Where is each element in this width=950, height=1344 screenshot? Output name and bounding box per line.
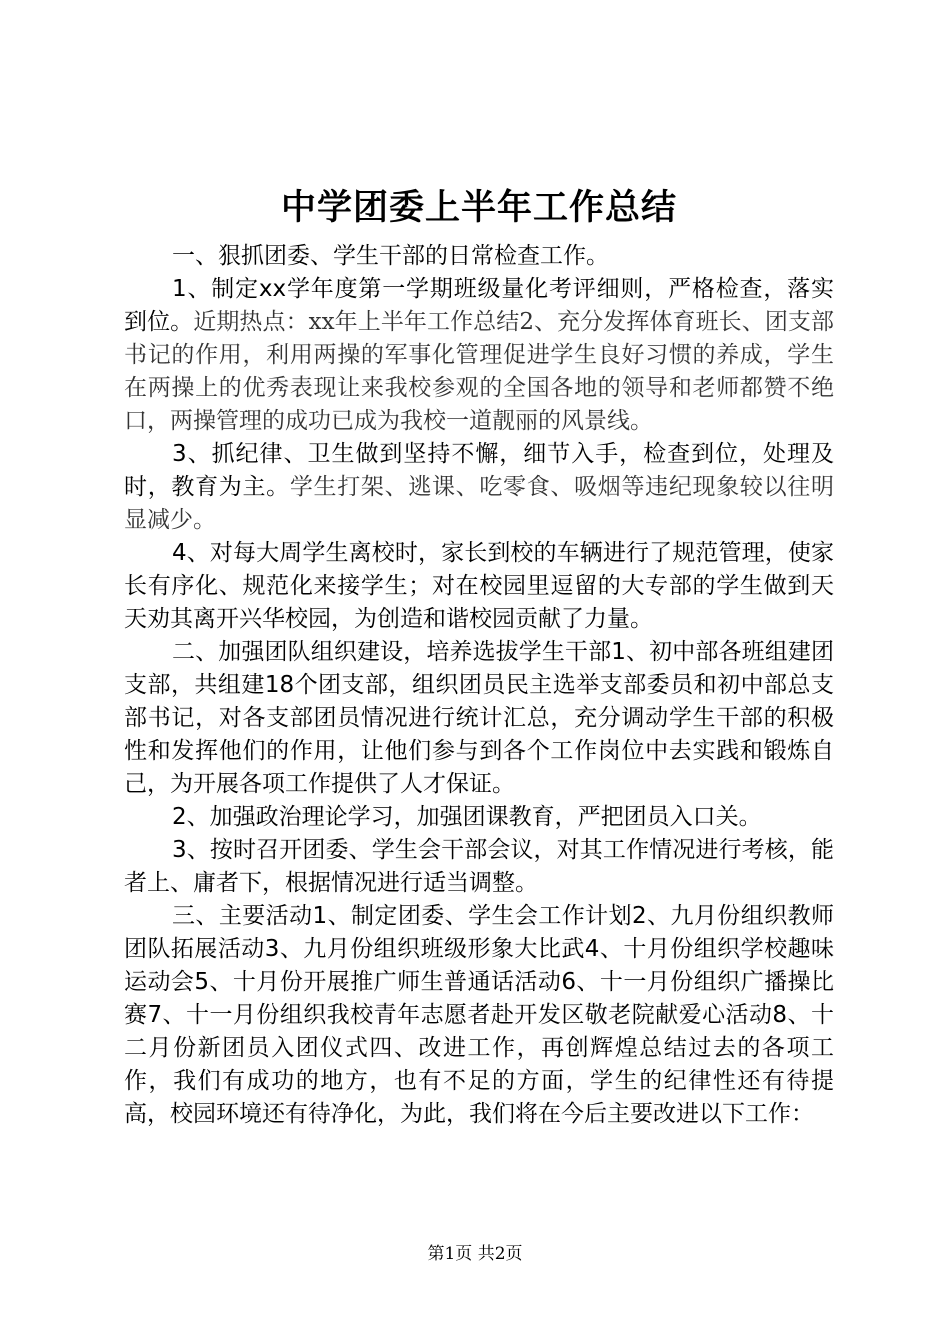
paragraph-text: 一、狠抓团委、学生干部的日常检查工作。 — [172, 243, 609, 269]
paragraph-8 — [124, 900, 834, 1131]
paragraph-1 — [124, 240, 834, 273]
page-footer: 第1页 共2页 — [427, 1244, 523, 1264]
paragraph-2 — [124, 273, 834, 438]
paragraph-text: 3、抓纪律、卫生做到坚持不懈，细节入手，检查到位，处理及时，教育为主。 — [124, 441, 834, 500]
paragraph-text: 二、加强团队组织建设，培养选拔学生干部1、初中部各班组建团支部，共组建18个团支部，组织团员民主选举支部委员和初中部总支部书记，对各支部团员情况进行统计汇总，充分调动学生干部的积极性和发挥他们的作用，让他们参与到各个工作岗位中去实践和锻炼自己，为开展各项工作提供了人才保证。 — [124, 639, 834, 797]
paragraph-text: 4、对每大周学生离校时，家长到校的车辆进行了规范管理，使家长有序化、规范化来接学生；对在校园里逗留的大专部的学生做到天天劝其离开兴华校园，为创造和谐校园贡献了力量。 — [124, 540, 834, 632]
paragraph-5 — [124, 636, 834, 801]
paragraph-text: 3、按时召开团委、学生会干部会议，对其工作情况进行考核，能者上、庸者下，根据情况进行适当调整。 — [124, 837, 834, 896]
paragraph-7 — [124, 834, 834, 900]
document-page — [124, 180, 834, 1131]
document-title: 中学团委上半年工作总结 — [280, 187, 677, 228]
paragraph-text: 1、制定xx学年度第一学期班级量化考评细则，严格检查，落实到位。 — [124, 276, 834, 335]
paragraph-light-text: 学生打架、逃课、吃零食、吸烟等违纪现象较以往明显减少。 — [124, 474, 835, 533]
paragraph-3 — [124, 438, 834, 537]
paragraph-6 — [124, 801, 834, 834]
paragraph-text: 2、加强政治理论学习，加强团课教育，严把团员入口关。 — [172, 804, 762, 830]
paragraph-4 — [124, 537, 834, 636]
paragraph-light-text: 近期热点：xx年上半年工作总结2、充分发挥体育班长、团支部书记的作用，利用两操的军事化管理促进学生良好习惯的养成，学生在两操上的优秀表现让来我校参观的全国各地的领导和老师都赞不绝口，两操管理的成功已成为我校一道靓丽的风景线。 — [124, 309, 835, 434]
paragraph-text: 三、主要活动1、制定团委、学生会工作计划2、九月份组织教师团队拓展活动3、九月份组织班级形象大比武4、十月份组织学校趣味运动会5、十月份开展推广师生普通话活动6、十一月份组织广播操比赛7、十一月份组织我校青年志愿者赴开发区敬老院献爱心活动8、十二月份新团员入团仪式四、改进工作，再创辉煌总结过去的各项工作，我们有成功的地方，也有不足的方面，学生的纪律性还有待提高，校园环境还有待净化，为此，我们将在今后主要改进以下工作： — [124, 903, 834, 1127]
